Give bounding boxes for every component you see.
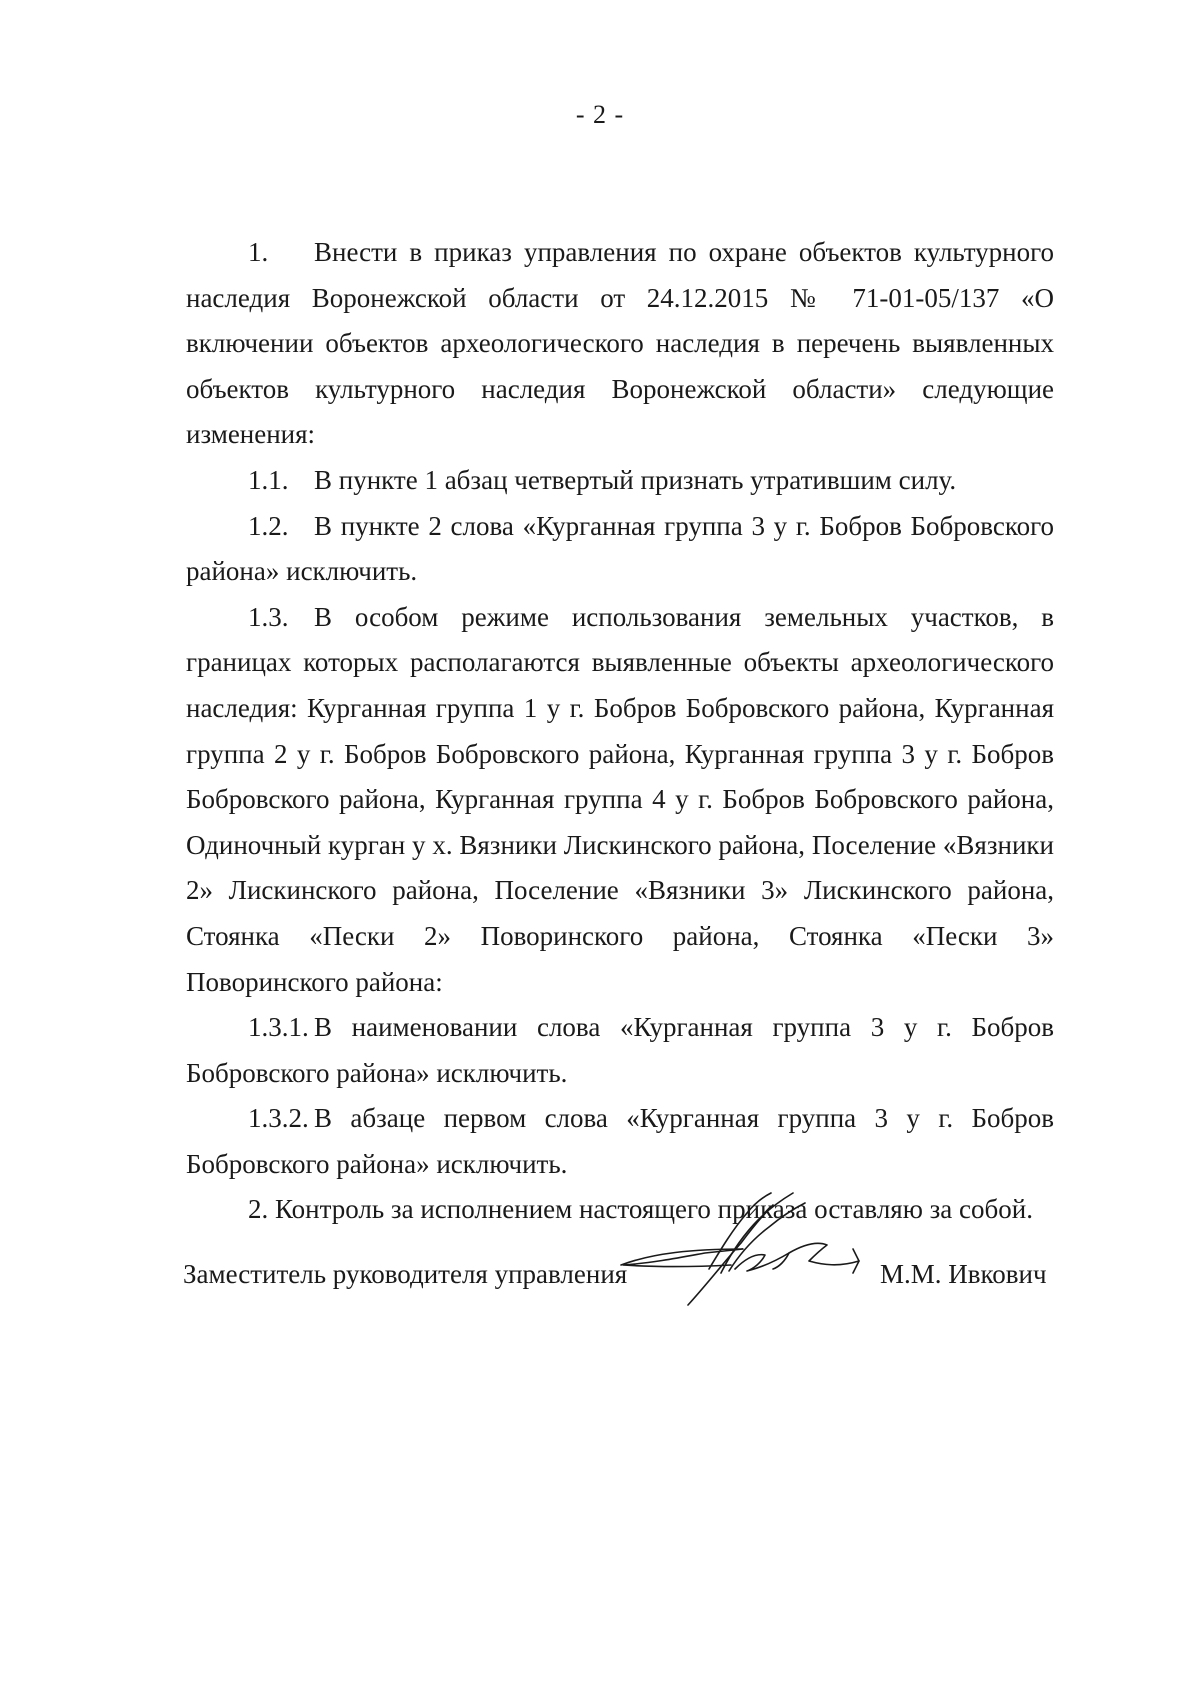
paragraph-text: В пункте 2 слова «Курганная группа 3 у г. Бобров Бобровского района» исключить. [186, 510, 1054, 587]
paragraph-1-3-2 [186, 1096, 1054, 1187]
paragraph-number: 1. [248, 237, 269, 267]
paragraph-1-1 [186, 458, 1054, 504]
paragraph-text: В наименовании слова «Курганная группа 3 у г. Бобров Бобровского района» исключить. [186, 1012, 1054, 1088]
paragraph-text: В абзаце первом слова «Курганная группа 3 у г. Бобров Бобровского района» исключить. [186, 1103, 1054, 1179]
paragraph-number: 1.3. [248, 601, 289, 632]
signature-block [183, 1245, 1063, 1325]
paragraph-number: 2. [248, 1194, 269, 1225]
paragraph-1-3 [186, 595, 1054, 1005]
paragraph-1-3-1 [186, 1005, 1054, 1096]
paragraph-text: Внести в приказ управления по охране объектов культурного наследия Воронежской области от 24.12.2015 № 71-01-05/137 «О включении объектов археологического наследия в перечень выявленных объектов культурного наследия Воронежской области» следующие изменения: [186, 237, 1054, 450]
paragraph-text: Контроль за исполнением настоящего приказа оставляю за собой. [275, 1194, 1033, 1225]
paragraph-text: В пункте 1 абзац четвертый признать утратившим силу. [314, 464, 957, 495]
document-body [186, 230, 1054, 1233]
paragraph-number: 1.2. [248, 510, 289, 541]
page-number: - 2 - [575, 100, 625, 129]
paragraph-text: В особом режиме использования земельных участков, в границах которых располагаются выявленные объекты археологического наследия: Курганная группа 1 у г. Бобров Бобровского района, Курганная группа 2 у г. Бобров Бобровского района, Курганная группа 3 у г. Бобров Бобровского района, Курганная группа 4 у г. Бобров Бобровского района, Одиночный курган у х. Вязники Лискинского района, Поселение «Вязники 2» Лискинского района, Поселение «Вязники 3» Лискинского района, Стоянка «Пески 2» Поворинского района, Стоянка «Пески 3» Поворинского района: [186, 601, 1054, 997]
handwritten-signature [613, 1183, 863, 1313]
signatory-position: Заместитель руководителя управления [183, 1259, 628, 1289]
paragraph-1-2 [186, 504, 1054, 595]
signatory-name: М.М. Ивкович [880, 1259, 1047, 1289]
paragraph-number: 1.1. [248, 464, 289, 495]
paragraph-number: 1.3.2. [248, 1103, 309, 1134]
paragraph-number: 1.3.1. [248, 1012, 309, 1043]
paragraph-1 [186, 230, 1054, 458]
